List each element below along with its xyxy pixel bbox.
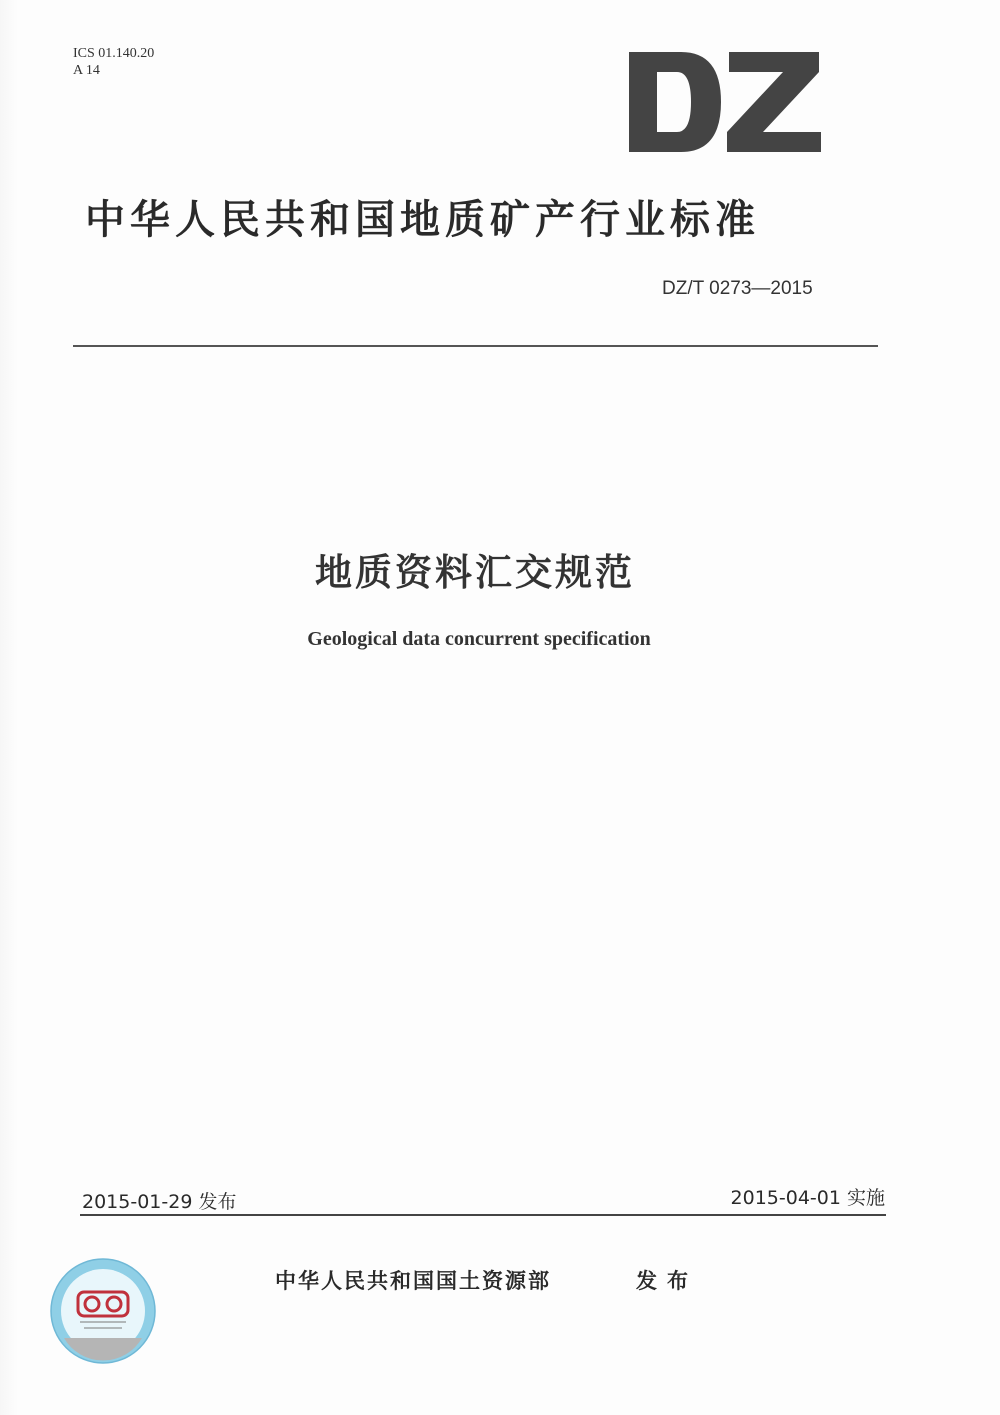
footer-divider [80,1214,886,1216]
issuing-authority: 中华人民共和国国土资源部 [275,1269,551,1293]
document-title-english: Geological data concurrent specification [307,628,651,650]
dz-logo [629,52,821,152]
header-divider [73,345,878,347]
standard-number: DZ/T 0273—2015 [662,278,813,299]
issuing-action: 发布 [636,1269,698,1293]
issue-date: 2015-01-29 发布 [82,1191,237,1213]
category-code: A 14 [73,63,100,78]
anti-counterfeit-seal [50,1258,156,1364]
document-title-chinese: 地质资料汇交规范 [315,551,635,594]
classification-codes [73,45,154,79]
ics-code: ICS 01.140.20 [73,46,155,61]
effective-date: 2015-04-01 实施 [730,1187,885,1209]
issuing-sector-title: 中华人民共和国地质矿产行业标准 [85,197,760,243]
